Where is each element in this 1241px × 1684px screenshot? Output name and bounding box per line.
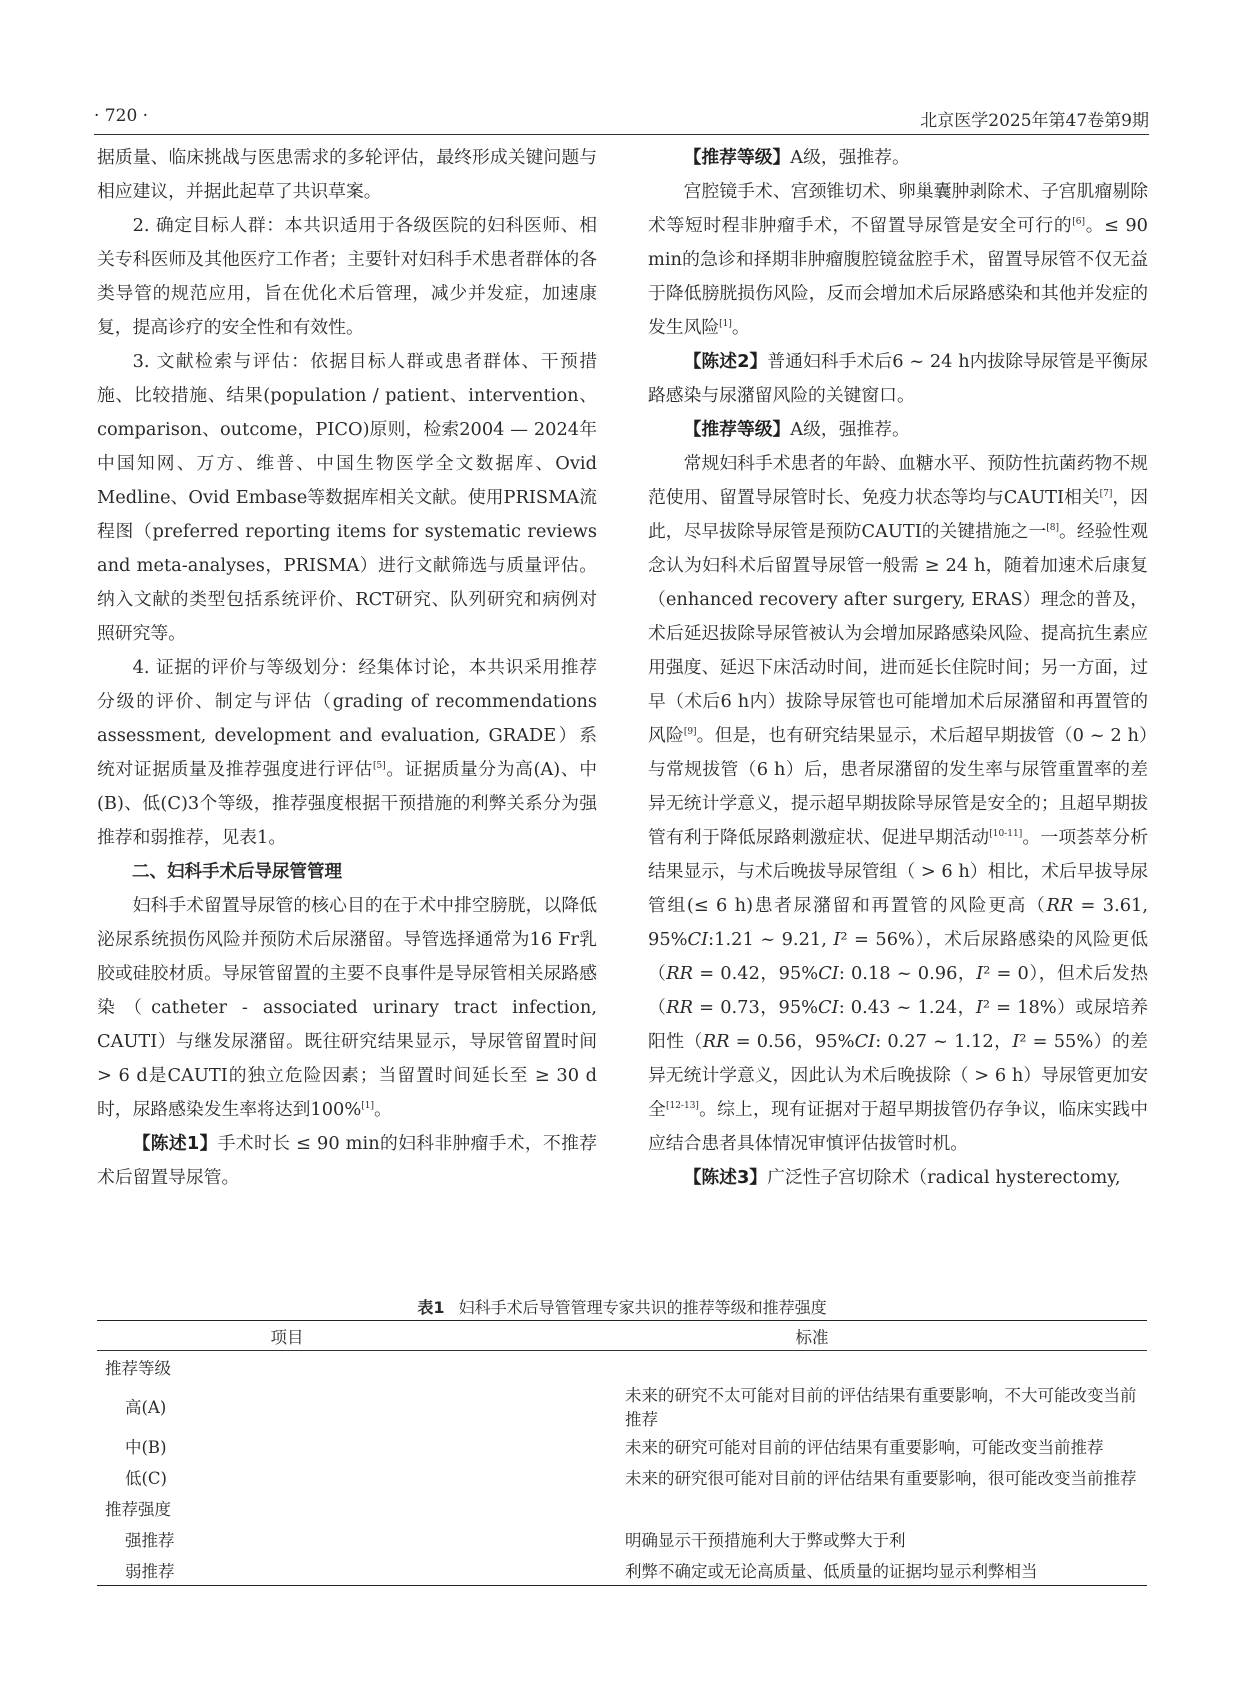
table-cell: 明确显示干预措施利大于弊或弊大于利 (625, 1530, 906, 1550)
table-cell: 高(A) (125, 1398, 167, 1417)
right-column (648, 141, 1148, 1195)
paragraph: 妇科手术留置导尿管的核心目的在于术中排空膀胱，以降低泌尿系统损伤风险并预防术后尿潴留。导管选择通常为16 Fr乳胶或硅胶材质。导尿管留置的主要不良事件是导尿管相关尿路感染（catheter - associated urinary tract infection, CAUTI）与继发尿潴留。既往研究结果显示，导尿管留置时间 > 6 d是CAUTI的独立危险因素；当留置时间延长至 ≥ 30 d时，尿路感染发生率将达到100%[1]。 (97, 895, 597, 1120)
paragraph: 据质量、临床挑战与医患需求的多轮评估，最终形成关键问题与相应建议，并据此起草了共识草案。 (97, 147, 597, 202)
table-cell (477, 1492, 1147, 1523)
recommendation-table (97, 1320, 1147, 1586)
citation: [8] (1046, 523, 1060, 534)
paragraph: 常规妇科手术患者的年龄、血糖水平、预防性抗菌药物不规范使用、留置导尿管时长、免疫力状态等均与CAUTI相关[7]，因此，尽早拔除导尿管是预防CAUTI的关键措施之一[8]。经验性观念认为妇科术后留置导尿管一般需 ≥ 24 h，随着加速术后康复（enhanced recovery after surgery, ERAS）理念的普及，术后延迟拔除导尿管被认为会增加尿路感染风险、提高抗生素应用强度、延迟下床活动时间，进而延长住院时间；另一方面，过早（术后6 h内）拔除导尿管也可能增加术后尿潴留和再置管的风险[9]。但是，也有研究结果显示，术后超早期拔管（0 ~ 2 h）与常规拔管（6 h）后，患者尿潴留的发生率与尿管重置率的差异无统计学意义，提示超早期拔除导尿管是安全的；且超早期拔管有利于降低尿路刺激症状、促进早期活动[10-11]。一项荟萃分析结果显示，与术后晚拔导尿管组（ > 6 h）相比，术后早拔导尿管组(≤ 6 h)患者尿潴留和再置管的风险更高（RR = 3.61, 95%CI:1.21 ~ 9.21, I² = 56%），术后尿路感染的风险更低（RR = 0.42，95%CI: 0.18 ~ 0.96，I² = 0），但术后发热（RR = 0.73，95%CI: 0.43 ~ 1.24，I² = 18%）或尿培养阳性（RR = 0.56，95%CI: 0.27 ~ 1.12，I² = 55%）的差异无统计学意义，因此认为术后晚拔除（ > 6 h）导尿管更加安全[12-13]。综上，现有证据对于超早期拔管仍存争议，临床实践中应结合患者具体情况审慎评估拔管时机。 (648, 453, 1148, 1154)
table-cell (477, 1351, 1147, 1383)
table-row (97, 1554, 1147, 1586)
paragraph: 宫腔镜手术、宫颈锥切术、卵巢囊肿剥除术、子宫肌瘤剔除术等短时程非肿瘤手术，不留置导尿管是安全可行的[6]。≤ 90 min的急诊和择期非肿瘤腹腔镜盆腔手术，留置导尿管不仅无益于降低膀胱损伤风险，反而会增加术后尿路感染和其他并发症的发生风险[1]。 (648, 181, 1148, 338)
table-title (97, 1296, 1147, 1320)
grade-2: 【推荐等级】A级，强推荐。 (683, 419, 910, 440)
statement-tag: 【陈述2】 (683, 351, 768, 372)
paragraph: 2. 确定目标人群：本共识适用于各级医院的妇科医师、相关专科医师及其他医疗工作者；主要针对妇科手术患者群体的各类导管的规范应用，旨在优化术后管理，减少并发症，加速康复，提高诊疗的安全性和有效性。 (97, 215, 597, 338)
left-column (97, 141, 597, 1195)
grade-1: 【推荐等级】A级，强推荐。 (683, 147, 910, 168)
grade-tag: 【推荐等级】 (683, 419, 791, 440)
table-cell: 推荐强度 (105, 1499, 171, 1519)
table-caption: 妇科手术后导管管理专家共识的推荐等级和推荐强度 (458, 1298, 827, 1317)
table-cell: 未来的研究很可能对目前的评估结果有重要影响，很可能改变当前推荐 (625, 1468, 1137, 1488)
column-header: 项目 (97, 1321, 477, 1351)
table-row (97, 1430, 1147, 1461)
table-cell: 强推荐 (125, 1530, 175, 1550)
statement-2: 【陈述2】普通妇科手术后6 ~ 24 h内拔除导尿管是平衡尿路感染与尿潴留风险的关键窗口。 (648, 351, 1149, 406)
statement-tag: 【陈述3】 (683, 1167, 768, 1188)
citation: [12-13] (665, 1101, 699, 1112)
statement-1: 【陈述1】手术时长 ≤ 90 min的妇科非肿瘤手术，不推荐术后留置导尿管。 (97, 1133, 598, 1188)
journal-title: 北京医学2025年第47卷第9期 (920, 111, 1149, 131)
running-header (94, 104, 1149, 135)
table-label: 表1 (417, 1298, 445, 1317)
table-cell: 弱推荐 (97, 1554, 477, 1586)
table-row (97, 1461, 1147, 1492)
table-cell: 未来的研究可能对目前的评估结果有重要影响，可能改变当前推荐 (625, 1437, 1104, 1457)
page-number: · 720 · (94, 106, 149, 126)
table-row (97, 1492, 1147, 1523)
citation: [5] (372, 761, 386, 772)
table-cell: 中(B) (125, 1437, 167, 1457)
paragraph: 4. 证据的评价与等级划分：经集体讨论，本共识采用推荐分级的评价、制定与评估（grading of recommendations assessment, development and evaluation, GRADE）系统对证据质量及推荐强度进行评估[5]。证据质量分为高(A)、中(B)、低(C)3个等级，推荐强度根据干预措施的利弊关系分为强推荐和弱推荐，见表1。 (97, 657, 597, 848)
statement-3: 【陈述3】广泛性子宫切除术（radical hysterectomy, (683, 1167, 1121, 1188)
section-heading: 二、妇科手术后导尿管管理 (132, 862, 342, 882)
grade-tag: 【推荐等级】 (683, 147, 791, 168)
column-header: 标准 (477, 1321, 1147, 1351)
table-row (97, 1523, 1147, 1554)
citation: [10-11] (989, 829, 1023, 840)
table-cell: 低(C) (125, 1468, 167, 1488)
citation: [6] (1072, 217, 1086, 228)
citation: [1] (719, 319, 732, 330)
table-1 (97, 1296, 1147, 1586)
citation: [7] (1099, 489, 1113, 500)
table-cell: 利弊不确定或无论高质量、低质量的证据均显示利弊相当 (477, 1554, 1147, 1586)
statement-tag: 【陈述1】 (132, 1133, 218, 1154)
paragraph: 3. 文献检索与评估：依据目标人群或患者群体、干预措施、比较措施、结果(population / patient、intervention、comparison、outcome，PICO)原则，检索2004 — 2024年中国知网、万方、维普、中国生物医学全文数据库、Ovid Medline、Ovid Embase等数据库相关文献。使用PRISMA流程图（preferred reporting items for systematic reviews and meta-analyses，PRISMA）进行文献筛选与质量评估。纳入文献的类型包括系统评价、RCT研究、队列研究和病例对照研究等。 (97, 351, 597, 644)
table-cell: 推荐等级 (105, 1358, 171, 1378)
table-cell: 未来的研究不太可能对目前的评估结果有重要影响，不大可能改变当前推荐 (625, 1386, 1137, 1429)
table-row (97, 1382, 1147, 1430)
table-row (97, 1351, 1147, 1383)
citation: [1] (361, 1101, 374, 1112)
citation: [9] (683, 727, 697, 738)
